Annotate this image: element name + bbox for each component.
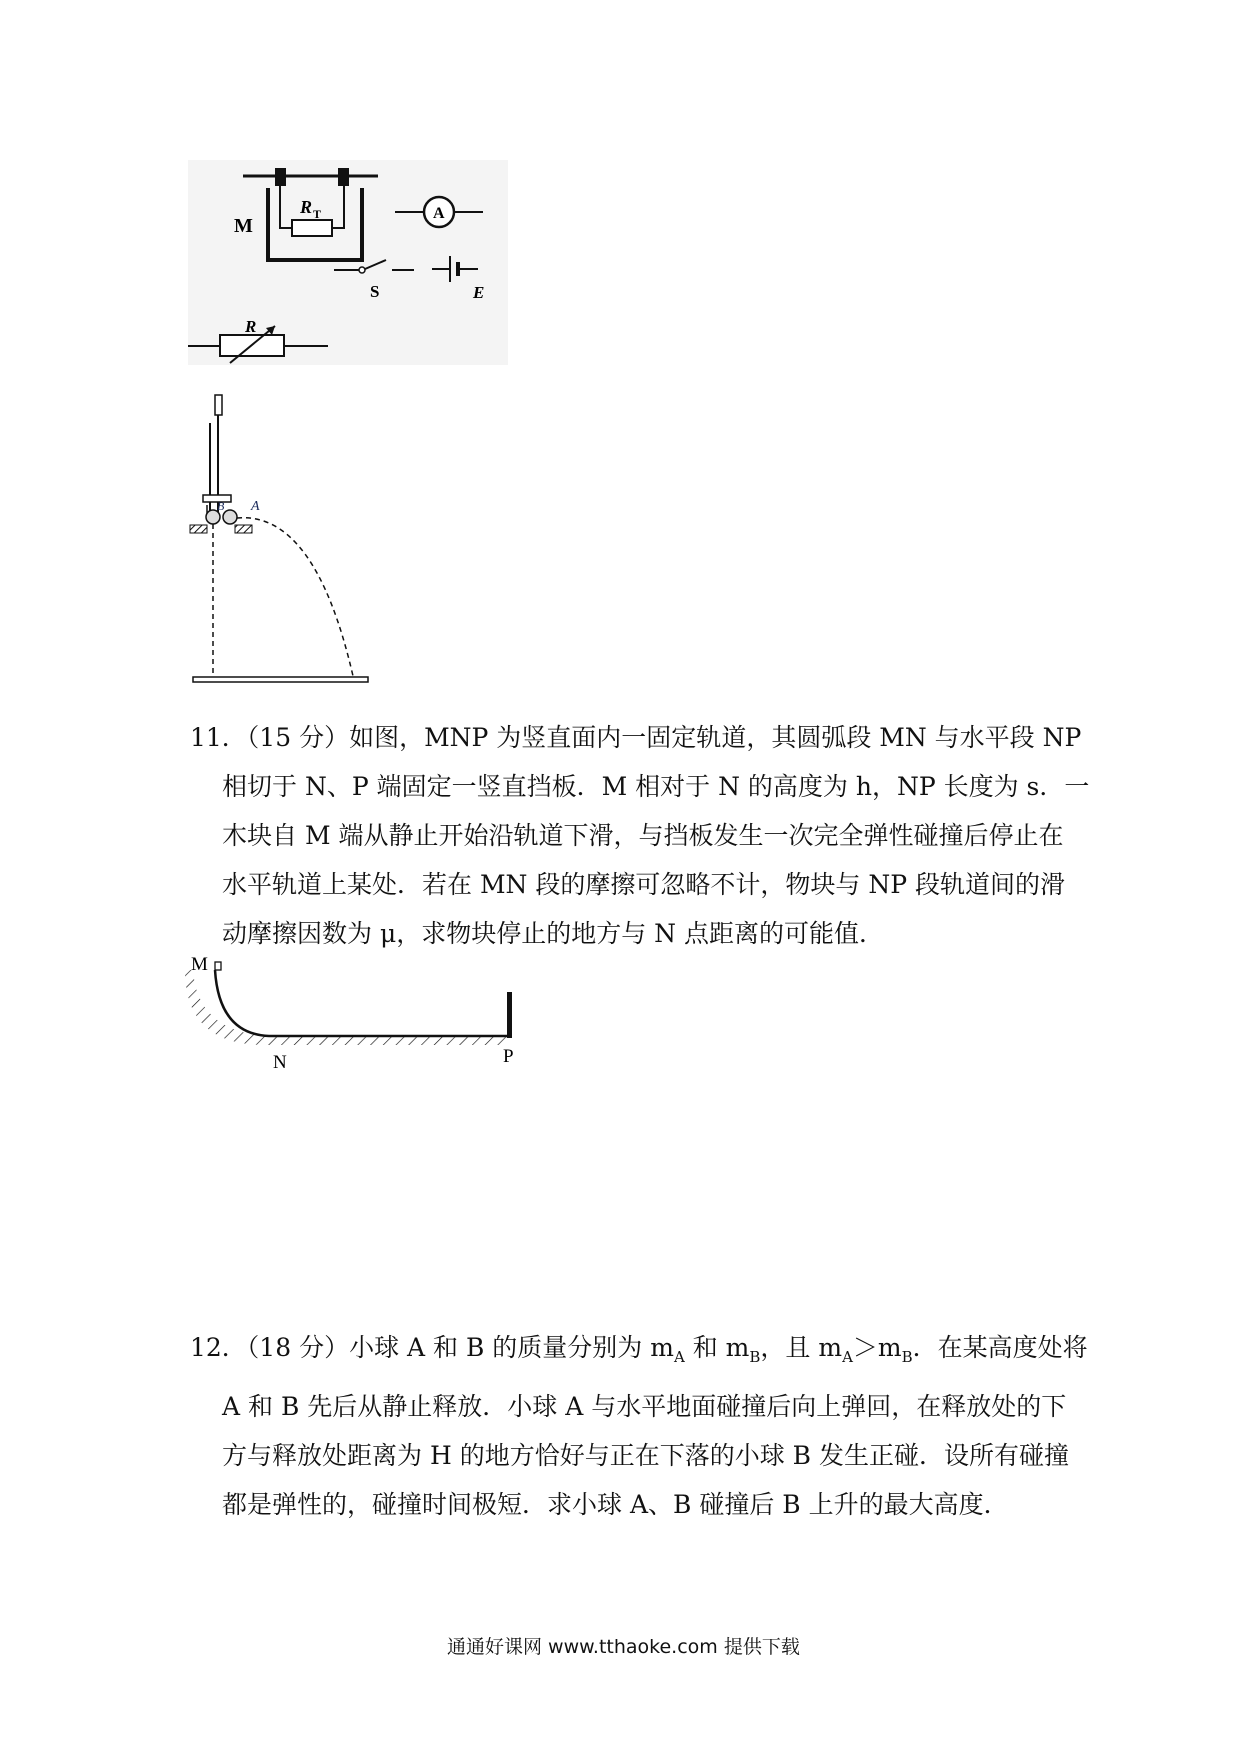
label-r: R — [245, 317, 257, 336]
q12-line-1: 12．（18 分）小球 A 和 B 的质量分别为 $m_A$ 和 $m_B$，且 $m_A>m_B$．在某高度处将 — [190, 1333, 1088, 1366]
circuit-components-figure — [188, 160, 508, 365]
balls-drop-figure — [185, 393, 390, 688]
q11-line-1: 11．（15 分）如图，MNP 为竖直面内一固定轨道，其圆弧段 MN 与水平段 NP — [190, 723, 1082, 752]
page-footer: 通通好课网 www.tthaoke.com 提供下载 — [447, 1636, 800, 1658]
label-m: M — [234, 215, 253, 237]
q12-line-2: A 和 B 先后从静止释放．小球 A 与水平地面碰撞后向上弹回，在释放处的下 — [222, 1392, 1067, 1421]
label-a: A — [251, 499, 260, 514]
q12-line-3: 方与释放处距离为 H 的地方恰好与正在下落的小球 B 发生正碰．设所有碰撞 — [222, 1441, 1069, 1470]
q11-line-5: 动摩擦因数为 μ，求物块停止的地方与 N 点距离的可能值． — [222, 919, 884, 948]
q11-line-4: 水平轨道上某处．若在 MN 段的摩擦可忽略不计，物块与 NP 段轨道间的滑 — [222, 870, 1065, 899]
label-m: M — [191, 954, 208, 975]
q12-line-4: 都是弹性的，碰撞时间极短．求小球 A、B 碰撞后 B 上升的最大高度． — [222, 1490, 1009, 1519]
q11-line-3: 木块自 M 端从静止开始沿轨道下滑，与挡板发生一次完全弹性碰撞后停止在 — [222, 821, 1064, 850]
label-s: S — [370, 282, 380, 301]
question-11 — [190, 713, 1089, 958]
label-rt: R — [300, 197, 313, 217]
q11-line-2: 相切于 N、P 端固定一竖直挡板．M 相对于 N 的高度为 h，NP 长度为 s．一 — [222, 772, 1090, 801]
label-rt-sub: T — [313, 207, 322, 221]
label-e: E — [473, 283, 485, 302]
label-ammeter: A — [433, 205, 445, 222]
label-p: P — [503, 1046, 514, 1067]
track-mnp-figure — [185, 950, 530, 1080]
label-b: B — [217, 499, 225, 513]
question-12 — [190, 1323, 1088, 1529]
label-n: N — [273, 1052, 287, 1073]
